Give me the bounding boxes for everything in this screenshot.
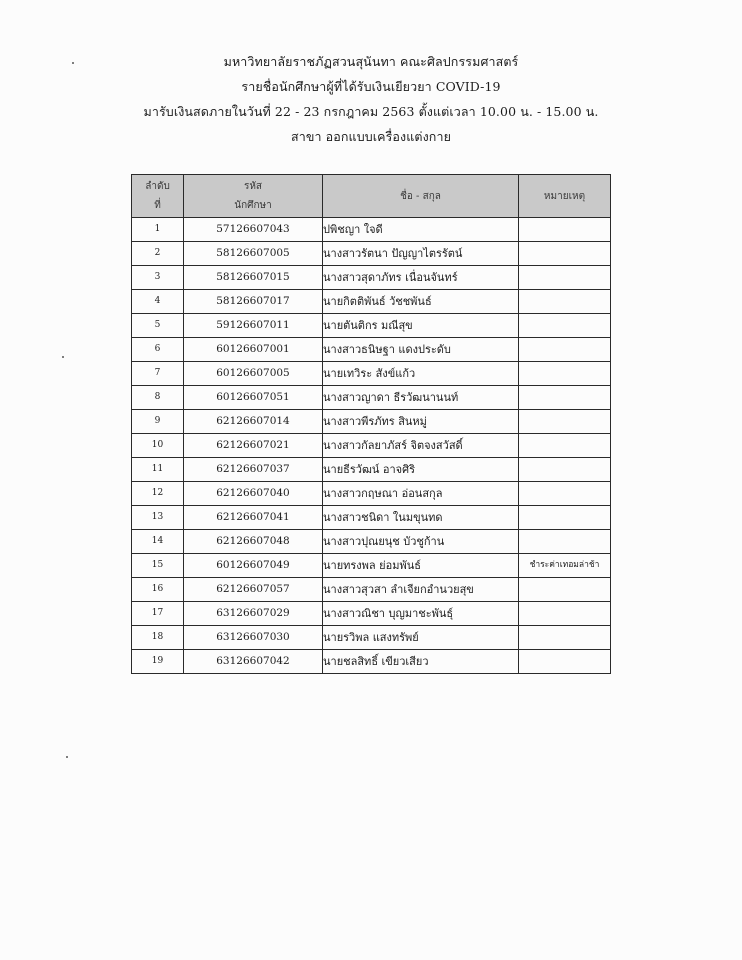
header-student-id [184, 175, 323, 218]
row-remarks [519, 266, 611, 290]
row-order-number: 10 [132, 434, 184, 458]
row-student-id: 62126607021 [184, 434, 323, 458]
row-order-number: 5 [132, 314, 184, 338]
row-order-number: 6 [132, 338, 184, 362]
row-full-name: นายชลสิทธิ์ เขียวเสียว [323, 650, 519, 674]
header-row [132, 175, 611, 218]
table-row [132, 362, 611, 386]
row-full-name: นางสาวพีรภัทร สินหมู่ [323, 410, 519, 434]
row-order-number: 3 [132, 266, 184, 290]
row-student-id: 58126607017 [184, 290, 323, 314]
row-student-id: 63126607029 [184, 602, 323, 626]
row-full-name: นางสาวปุณยนุช บัวชูก้าน [323, 530, 519, 554]
student-roster-table [131, 174, 611, 674]
row-full-name: นายรวิพล แสงทรัพย์ [323, 626, 519, 650]
row-remarks [519, 482, 611, 506]
row-full-name: นางสาวธนิษฐา แดงประดับ [323, 338, 519, 362]
heading-list-title: รายชื่อนักศึกษาผู้ที่ได้รับเงินเยียวยา COVID-19 [241, 79, 501, 94]
row-student-id: 62126607037 [184, 458, 323, 482]
table-row [132, 482, 611, 506]
row-student-id: 62126607057 [184, 578, 323, 602]
row-full-name: นายทรงพล ย่อมพันธ์ [323, 554, 519, 578]
row-remarks [519, 530, 611, 554]
row-remarks [519, 314, 611, 338]
row-student-id: 62126607014 [184, 410, 323, 434]
header-remarks: หมายเหตุ [519, 175, 611, 218]
row-remarks [519, 506, 611, 530]
row-full-name: นางสาวกัลยาภัสร์ จิตจงสวัสดิ์ [323, 434, 519, 458]
table-body [132, 218, 611, 674]
row-remarks [519, 434, 611, 458]
row-order-number: 18 [132, 626, 184, 650]
row-remarks [519, 338, 611, 362]
row-order-number: 4 [132, 290, 184, 314]
table-row [132, 650, 611, 674]
heading-date-time: มารับเงินสดภายในวันที่ 22 - 23 กรกฎาคม 2563 ตั้งแต่เวลา 10.00 น. - 15.00 น. [143, 104, 599, 119]
table-row [132, 314, 611, 338]
table-row [132, 506, 611, 530]
row-student-id: 57126607043 [184, 218, 323, 242]
table-row [132, 458, 611, 482]
row-order-number: 17 [132, 602, 184, 626]
row-remarks [519, 626, 611, 650]
row-student-id: 62126607048 [184, 530, 323, 554]
scan-speck [72, 62, 74, 64]
header-id-line2: นักศึกษา [234, 200, 272, 211]
row-full-name: นายตันติกร มณีสุข [323, 314, 519, 338]
header-order-number [132, 175, 184, 218]
table-row [132, 578, 611, 602]
row-student-id: 60126607049 [184, 554, 323, 578]
table-row [132, 290, 611, 314]
row-full-name: นางสาวชนิดา ในมขุนทด [323, 506, 519, 530]
row-order-number: 15 [132, 554, 184, 578]
row-student-id: 63126607030 [184, 626, 323, 650]
row-remarks [519, 410, 611, 434]
row-remarks [519, 602, 611, 626]
row-student-id: 58126607015 [184, 266, 323, 290]
row-full-name: นางสาวรัตนา ปัญญาไตรรัตน์ [323, 242, 519, 266]
row-remarks [519, 578, 611, 602]
header-full-name: ชื่อ - สกุล [323, 175, 519, 218]
row-student-id: 60126607001 [184, 338, 323, 362]
row-full-name: ปพิชญา ใจดี [323, 218, 519, 242]
row-full-name: นายกิตติพันธ์ วัชชพันธ์ [323, 290, 519, 314]
table-row [132, 338, 611, 362]
row-full-name: นางสาวกฤษณา อ่อนสกุล [323, 482, 519, 506]
row-remarks [519, 650, 611, 674]
row-order-number: 9 [132, 410, 184, 434]
row-remarks [519, 386, 611, 410]
row-order-number: 16 [132, 578, 184, 602]
heading-university-faculty: มหาวิทยาลัยราชภัฏสวนสุนันทา คณะศิลปกรรมศาสตร์ [223, 54, 519, 69]
row-remarks [519, 290, 611, 314]
table-row [132, 626, 611, 650]
header-id-line1: รหัส [243, 181, 263, 192]
row-remarks [519, 242, 611, 266]
header-order-line2: ที่ [154, 200, 161, 211]
table-row [132, 530, 611, 554]
table-row [132, 266, 611, 290]
row-full-name: นางสาวณิชา บุญมาชะพันธุ์ [323, 602, 519, 626]
row-remarks [519, 458, 611, 482]
scan-speck [62, 356, 64, 358]
row-student-id: 62126607040 [184, 482, 323, 506]
table-header [132, 175, 611, 218]
row-remarks [519, 218, 611, 242]
row-student-id: 62126607041 [184, 506, 323, 530]
row-order-number: 11 [132, 458, 184, 482]
row-order-number: 13 [132, 506, 184, 530]
row-full-name: นายเทวิระ สังข์แก้ว [323, 362, 519, 386]
table-row [132, 434, 611, 458]
header-order-line1: ลำดับ [145, 181, 170, 192]
table-row [132, 410, 611, 434]
heading-department: สาขา ออกแบบเครื่องแต่งกาย [290, 129, 452, 144]
row-order-number: 14 [132, 530, 184, 554]
scan-speck [66, 756, 68, 758]
row-order-number: 19 [132, 650, 184, 674]
row-student-id: 60126607005 [184, 362, 323, 386]
row-remarks [519, 362, 611, 386]
table-row [132, 242, 611, 266]
row-order-number: 8 [132, 386, 184, 410]
row-student-id: 58126607005 [184, 242, 323, 266]
row-full-name: นางสาวสุวสา ลำเจียกอำนวยสุข [323, 578, 519, 602]
table-row [132, 602, 611, 626]
row-order-number: 2 [132, 242, 184, 266]
row-full-name: นางสาวสุดาภัทร เนื่อนจันทร์ [323, 266, 519, 290]
row-order-number: 12 [132, 482, 184, 506]
table-row [132, 218, 611, 242]
row-student-id: 60126607051 [184, 386, 323, 410]
row-remarks: ชำระค่าเทอมล่าช้า [519, 554, 611, 578]
table-row [132, 554, 611, 578]
row-student-id: 59126607011 [184, 314, 323, 338]
table-row [132, 386, 611, 410]
row-student-id: 63126607042 [184, 650, 323, 674]
row-full-name: นายธีรวัฒน์ อาจศิริ [323, 458, 519, 482]
row-full-name: นางสาวญาดา ธีรวัฒนานนท์ [323, 386, 519, 410]
row-order-number: 7 [132, 362, 184, 386]
row-order-number: 1 [132, 218, 184, 242]
